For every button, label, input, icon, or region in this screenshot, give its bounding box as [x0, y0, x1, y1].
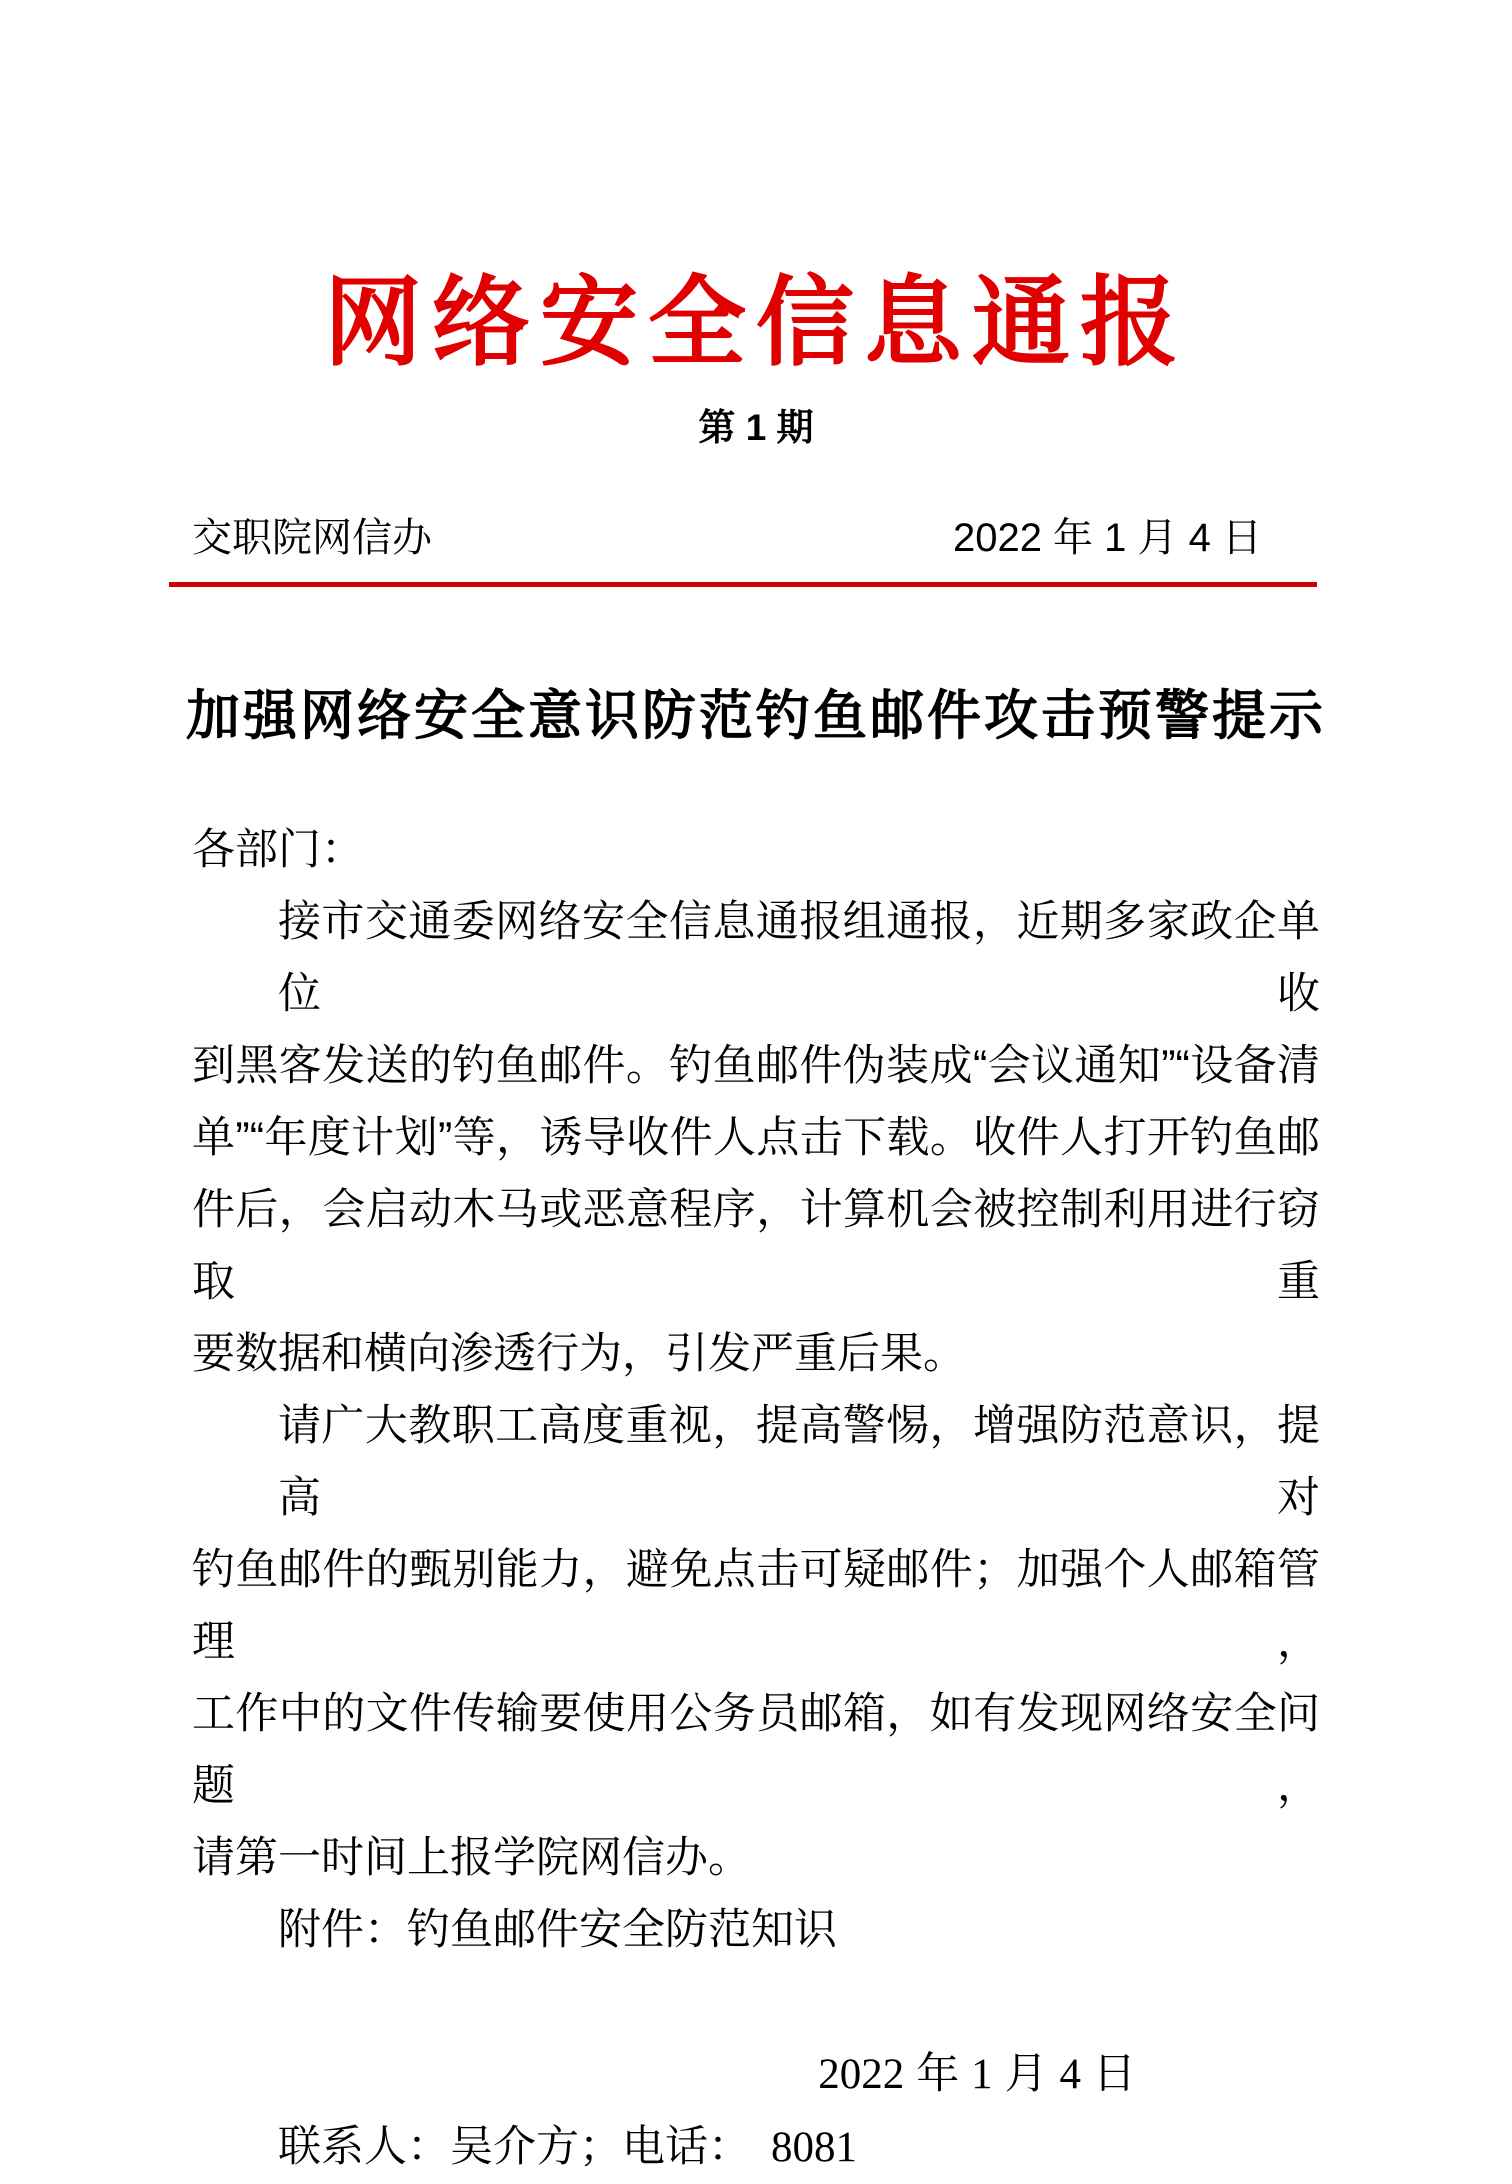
signature-date-day-label: 日 [1093, 2049, 1136, 2098]
attachment-line: 附件：钓鱼邮件安全防范知识 [278, 1905, 837, 1954]
red-divider-rule [169, 582, 1317, 587]
contact-label: 联系人：吴介方；电话： [278, 2122, 751, 2171]
body-line: 请第一时间上报学院网信办。 [192, 1833, 751, 1882]
body-line: 单”“年度计划”等，诱导收件人点击下载。收件人打开钓鱼邮 [192, 1113, 1320, 1162]
salutation: 各部门： [192, 825, 364, 874]
body-line: 到黑客发送的钓鱼邮件。钓鱼邮件伪装成“会议通知”“设备清 [192, 1041, 1320, 1090]
issue-number: 第 1 期 [698, 406, 814, 448]
body-line: 要数据和横向渗透行为，引发严重后果。 [192, 1329, 966, 1378]
contact-phone: 8081 [770, 2123, 857, 2171]
signature-date-year-label: 年 [916, 2049, 960, 2098]
signature-date [192, 2038, 1320, 2111]
signature-date-month: 1 [971, 2050, 993, 2098]
signature-date-year: 2022 [818, 2050, 905, 2098]
article-body [192, 814, 1320, 1966]
header-row [192, 514, 1320, 562]
contact-line [192, 2111, 1320, 2184]
issuing-org: 交职院网信办 [192, 515, 432, 560]
body-line: 接市交通委网络安全信息通报组通报，近期多家政企单位收 [278, 897, 1320, 1018]
signature-date-month-label: 月 [1004, 2049, 1048, 2098]
body-line: 件后，会启动木马或恶意程序，计算机会被控制利用进行窃取重 [192, 1185, 1320, 1306]
body-line: 工作中的文件传输要使用公务员邮箱，如有发现网络安全问题， [192, 1689, 1320, 1810]
signature-date-day: 4 [1059, 2050, 1082, 2098]
body-line: 请广大教职工高度重视，提高警惕，增强防范意识，提高对 [278, 1401, 1320, 1522]
body-line: 钓鱼邮件的甄别能力，避免点击可疑邮件；加强个人邮箱管理， [192, 1545, 1320, 1666]
header-date: 2022 年 1 月 4 日 [952, 515, 1262, 560]
masthead-title: 网络安全信息通报 [323, 270, 1188, 378]
article-title: 加强网络安全意识防范钓鱼邮件攻击预警提示 [186, 685, 1326, 746]
